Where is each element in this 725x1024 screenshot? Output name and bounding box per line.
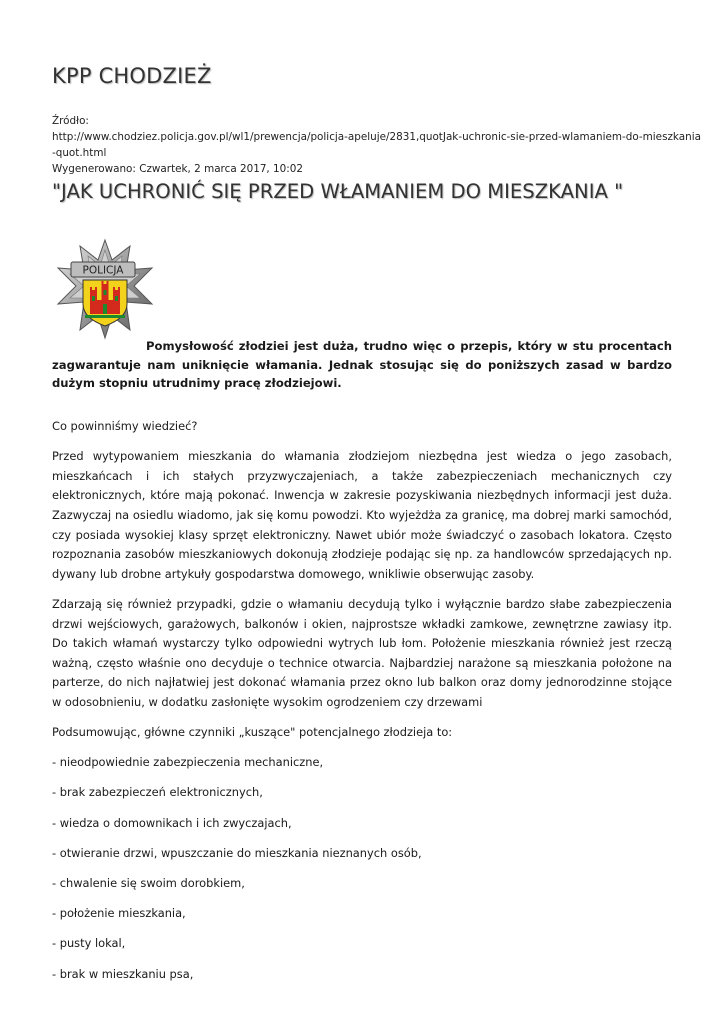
source-url-line-2: -quot.html [52, 147, 107, 159]
summary-line: Podsumowując, główne czynniki „kuszące" potencjalnego złodzieja to: [52, 725, 453, 740]
source-metadata [52, 113, 701, 177]
list-item: - wiedza o domownikach i ich zwyczajach, [52, 815, 292, 830]
list-item: - brak zabezpieczeń elektronicznych, [52, 785, 263, 800]
logo-text: POLICJA [82, 264, 124, 277]
generated-date: Wygenerowano: Czwartek, 2 marca 2017, 10:02 [52, 163, 303, 175]
list-item: - nieodpowiednie zabezpieczenia mechaniczne, [52, 755, 324, 770]
article-lead: Pomysłowość złodziei jest duża, trudno więc o przepis, który w stu procentach zagwarantuje nam uniknięcie włamania. Jednak stosując się do poniższych zasad w bardzo dużym stopniu utrudnimy pracę złodziejowi. [52, 339, 672, 391]
police-star-logo [54, 238, 156, 342]
list-item: - otwieranie drzwi, wpuszczanie do mieszkania nieznanych osób, [52, 845, 422, 860]
site-title: KPP CHODZIEŻ [52, 64, 212, 88]
list-item: - brak w mieszkaniu psa, [52, 966, 194, 981]
source-label: Źródło: [52, 115, 89, 127]
list-item: - chwalenie się swoim dorobkiem, [52, 876, 245, 891]
list-item: - pusty lokal, [52, 936, 126, 951]
list-item: - położenie mieszkania, [52, 906, 186, 921]
article-title: "JAK UCHRONIĆ SIĘ PRZED WŁAMANIEM DO MIESZKANIA " [52, 180, 624, 203]
paragraph-2: Zdarzają się również przypadki, gdzie o włamaniu decydują tylko i wyłącznie bardzo słabe zabezpieczenia drzwi wejściowych, garażowych, balkonów i okien, najprostsze wkładki zamkowe, zewnętrzne zawiasy itp. Do takich włamań wystarczy tylko odpowiedni wytrych lub łom. Położenie mieszkania również jest rzeczą ważną, często właśnie ono decyduje o technice otwarcia. Najbardziej narażone są mieszkania położone na parterze, do nich najłatwiej jest dokonać włamania przez okno lub balkon oraz domy jednorodzinne stojące w odosobnieniu, w dodatku zasłonięte wysokim ogrodzeniem czy drzewami [52, 596, 672, 709]
source-url-line-1: http://www.chodziez.policja.gov.pl/wl1/prewencja/policja-apeluje/2831,quotJak-uchronic-sie-przed-wlamaniem-do-mieszkania [52, 131, 701, 143]
article-body [52, 417, 672, 995]
paragraph-1: Przed wytypowaniem mieszkania do włamania złodziejom niezbędna jest wiedza o jego zasobach, mieszkańcach i ich stałych przyzwyczajeniach, a także zabezpieczeniach mechanicznych czy elektronicznych, które mają pokonać. Inwencja w zakresie pozyskiwania niezbędnych informacji jest duża. Zazwyczaj na osiedlu wiadomo, jak się komu powodzi. Kto wyjeżdża za granicę, ma dobrej marki samochód, czy posiada wysokiej klasy sprzęt elektroniczny. Nawet ubiór może świadczyć o zasobach lokatora. Często rozpoznania zasobów mieszkaniowych dokonują złodzieje podając się np. za handlowców sprzedających np. dywany lub drobne artykuły gospodarstwa domowego, wnikliwie obserwując zasoby. [52, 449, 672, 581]
factor-list [52, 753, 672, 984]
section-question: Co powinniśmy wiedzieć? [52, 419, 198, 433]
